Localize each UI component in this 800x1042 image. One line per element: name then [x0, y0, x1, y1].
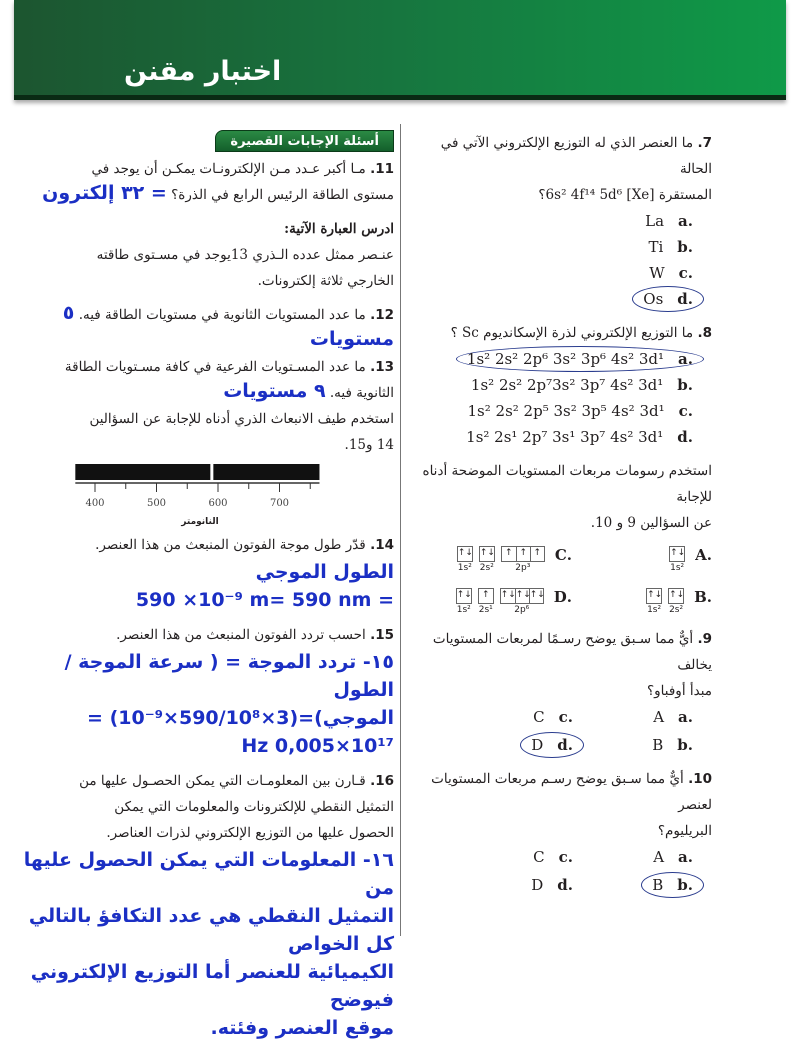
orbital-group	[456, 588, 544, 616]
orbital-box: ↑	[530, 547, 544, 561]
option-a[interactable]	[634, 208, 704, 234]
orbital-diagram-c	[410, 546, 572, 574]
left-column	[6, 130, 394, 1042]
option-d[interactable]	[520, 732, 584, 758]
orbital-box: ↑↓	[500, 590, 516, 600]
option-label: .b	[677, 736, 693, 754]
answer-14-value: 590 ×10⁻⁹ m= 590 nm =	[135, 589, 394, 611]
question-13-line2	[6, 380, 394, 406]
question-number: 14.	[370, 537, 394, 553]
option-value: W	[649, 264, 665, 282]
question-16-line: الحصول عليها من التوزيع الإلكتروني لذرات العناصر.	[106, 825, 394, 841]
spectrum-intro: استخدم طيف الانبعاث الذري أدناه للإجابة عن السؤالين	[89, 411, 394, 427]
question-text: مستوى الطاقة الرئيس الرابع في الذرة؟	[171, 187, 394, 203]
orbital-box: ↑↓	[529, 589, 543, 603]
orbital-label: 2p³	[515, 563, 531, 573]
option-value: 1s² 2s² 2p⁶ 3s² 3p⁶ 4s² 3d¹	[466, 350, 665, 368]
orbital-group	[457, 546, 545, 574]
question-9	[410, 626, 712, 678]
option-a[interactable]	[642, 704, 704, 730]
question-number: 10.	[688, 771, 712, 787]
option-label: .d	[677, 428, 693, 446]
orbital-box: ↑↓	[669, 590, 685, 600]
spectrum-band	[75, 464, 319, 480]
question-text: مـا أكبر عـدد مـن الإلكترونـات يمكـن أن يوجد في	[91, 161, 366, 177]
option-label: .a	[678, 848, 693, 866]
option-c[interactable]	[522, 844, 584, 870]
answer-14-label: الطول الموجي	[255, 561, 394, 583]
orbital-box: ↑↓	[670, 548, 686, 558]
orbital-box: ↑↓	[479, 548, 495, 558]
orbital-box: ↑	[516, 547, 530, 561]
question-8-options	[410, 346, 712, 450]
question-10-line2: البريليوم؟	[657, 823, 712, 839]
option-label: .b	[677, 238, 693, 256]
answer-16-line: الكيميائية للعنصر أما التوزيع الإلكتروني فيوضح	[30, 961, 394, 1011]
orbital-box: ↑	[505, 548, 513, 558]
orbital-label: 1s²	[670, 563, 685, 573]
answer-12: ٥ مستويات	[62, 302, 394, 350]
option-b[interactable]	[641, 732, 704, 758]
option-label: .c	[678, 402, 693, 420]
answer-15-line1: ١٥- تردد الموجة = ( سرعة الموجة / الطول	[64, 651, 394, 701]
answer-15-line2	[6, 704, 394, 732]
option-label: .c	[558, 848, 573, 866]
option-value: 1s² 2s¹ 2p⁷ 3s¹ 3p⁷ 4s² 3d¹	[466, 428, 664, 446]
question-number: 12.	[370, 307, 394, 323]
option-value: B	[652, 876, 664, 894]
question-text: ما عدد المسـتويات الفرعية في كافة مسـتويات الطاقة	[64, 359, 366, 375]
right-column	[410, 130, 712, 898]
answer-15-line3	[6, 732, 394, 760]
column-divider	[400, 124, 401, 936]
option-label: .c	[678, 264, 693, 282]
answer-14	[6, 558, 394, 614]
option-label: .b	[677, 876, 693, 894]
option-value: Os	[643, 290, 664, 308]
emission-line	[210, 464, 213, 480]
option-value: A	[653, 848, 665, 866]
question-text: ما التوزيع الإلكتروني لذرة الإسكانديوم Sc ؟	[450, 325, 694, 341]
answer-16-line: ١٦- المعلومات التي يمكن الحصول عليها من	[23, 849, 394, 899]
question-number: 8.	[697, 325, 712, 341]
question-number: 16.	[370, 773, 394, 789]
diagram-label: .C	[554, 546, 572, 564]
emission-spectrum	[60, 462, 340, 512]
option-b[interactable]	[641, 872, 704, 898]
spectrum-tick-label: 700	[269, 498, 290, 509]
spectrum-tick-label: 500	[146, 498, 167, 509]
option-label: .b	[677, 376, 693, 394]
option-label: .d	[677, 290, 693, 308]
option-label: .a	[678, 212, 693, 230]
question-text: أيٌّ مما سـبق يوضح رسـمًا لمربعات المستويات يخالف	[432, 631, 712, 673]
diagram-intro: استخدم رسومات مربعات المستويات الموضحة أدناه للإجابة	[422, 463, 712, 505]
option-value: D	[531, 736, 544, 754]
question-12	[6, 302, 394, 354]
option-b[interactable]	[637, 234, 704, 260]
question-14	[6, 532, 394, 558]
orbital-label: 2p⁶	[514, 605, 530, 615]
option-value: C	[533, 848, 545, 866]
option-label: .a	[678, 708, 693, 726]
option-value: 1s² 2s² 2p⁷3s² 3p⁷ 4s² 3d¹	[470, 376, 664, 394]
question-8	[410, 320, 712, 346]
question-7-line2: المستقرة [Xe] 6s² 4f¹⁴ 5d⁶؟	[538, 187, 712, 203]
question-16	[6, 768, 394, 794]
orbital-diagrams	[410, 546, 712, 616]
orbital-box: ↑↓	[515, 589, 529, 603]
option-label: .d	[557, 736, 573, 754]
question-text: قـارن بين المعلومـات التي يمكن الحصـول عليها من	[79, 773, 366, 789]
answer-15-result: Hz 0,005×10¹⁷	[241, 735, 394, 757]
question-13	[6, 354, 394, 380]
question-number: 15.	[370, 627, 394, 643]
question-10-options	[410, 844, 712, 898]
option-value: 1s² 2s² 2p⁵ 3s² 3p⁵ 4s² 3d¹	[467, 402, 665, 420]
option-a[interactable]	[642, 844, 704, 870]
question-9-options	[410, 704, 712, 758]
option-c[interactable]	[457, 398, 704, 424]
orbital-label: 1s²	[456, 605, 471, 615]
section-title: أسئلة الإجابات القصيرة	[215, 130, 394, 152]
orbital-box: ↑	[481, 590, 490, 600]
orbital-diagram-d	[410, 588, 572, 616]
question-number: 11.	[370, 161, 394, 177]
orbital-box: ↑↓	[647, 590, 663, 600]
question-7	[410, 130, 712, 182]
question-16-line: التمثيل النقطي للإلكترونات والمعلومات التي يمكن	[114, 799, 394, 815]
spectrum-figure	[6, 462, 394, 528]
option-label: .c	[558, 708, 573, 726]
option-value: B	[652, 736, 664, 754]
study-title: ادرس العبارة الآتية:	[284, 221, 394, 237]
option-c[interactable]	[638, 260, 704, 286]
question-7-options	[410, 208, 712, 312]
question-number: 13.	[370, 359, 394, 375]
option-label: .a	[678, 350, 693, 368]
answer-13: ٩ مستويات	[223, 380, 326, 402]
diagram-label: .A	[695, 546, 712, 564]
spectrum-intro: 14 و15.	[344, 437, 394, 453]
diagram-intro: عن السؤالين 9 و 10.	[590, 515, 712, 531]
orbital-group	[646, 588, 684, 616]
option-value: D	[531, 876, 544, 894]
orbital-diagram-b	[572, 588, 712, 616]
question-15	[6, 622, 394, 648]
option-value: C	[533, 708, 545, 726]
statement-line: عنـصر ممثل عدده الـذري 13يوجد في مسـتوى طاقته	[96, 247, 394, 263]
option-b[interactable]	[460, 372, 704, 398]
orbital-label: 1s²	[647, 605, 662, 615]
question-text: ما العنصر الذي له التوزيع الإلكتروني الآتي في الحالة	[440, 135, 712, 177]
question-10	[410, 766, 712, 818]
question-11-line2	[6, 182, 394, 208]
orbital-box: ↑↓	[456, 590, 472, 600]
answer-16-line: موقع العنصر وفئته.	[210, 1017, 394, 1039]
orbital-label: 1s²	[457, 563, 472, 573]
page-title: اختبار مقنن	[124, 56, 282, 87]
diagram-label: .B	[694, 588, 712, 606]
answer-11: = ٣٢ إلكترون	[42, 182, 167, 204]
orbital-label: 2s¹	[478, 605, 493, 615]
spectrum-tick-label: 600	[208, 498, 228, 509]
answer-15-formula: = (10⁻⁹×590/10⁸×3)=	[87, 707, 315, 729]
answer-16-line: التمثيل النقطي هي عدد التكافؤ بالتالي كل الخواص	[28, 905, 394, 955]
question-text: ما عدد المستويات الثانوية في مستويات الطاقة فيه.	[78, 307, 366, 323]
question-9-line2: مبدأ أوفباو؟	[646, 683, 712, 699]
option-d[interactable]	[455, 424, 704, 450]
question-text: احسب تردد الفوتون المنبعث من هذا العنصر.	[116, 627, 366, 643]
option-d[interactable]	[520, 872, 584, 898]
spectrum-tick-label: 400	[85, 498, 105, 509]
statement-line: الخارجي ثلاثة إلكترونات.	[257, 273, 394, 289]
option-d[interactable]	[632, 286, 704, 312]
orbital-label: 2s²	[669, 605, 684, 615]
orbital-diagram-a	[572, 546, 712, 574]
orbital-label: 2s²	[479, 563, 494, 573]
option-value: Ti	[648, 238, 664, 256]
orbital-group	[669, 546, 685, 574]
question-text: الثانوية فيه.	[329, 385, 394, 401]
question-text: قدّر طول موجة الفوتون المنبعث من هذا العنصر.	[95, 537, 366, 553]
option-label: .d	[557, 876, 573, 894]
option-a[interactable]	[456, 346, 704, 372]
question-text: أيٌّ مما سـبق يوضح رسـم مربعات المستويات لعنصر	[431, 771, 712, 813]
spectrum-unit-label: النانومتر	[181, 517, 219, 527]
option-value: A	[653, 708, 665, 726]
option-c[interactable]	[522, 704, 584, 730]
answer-15-label: الموجي)	[314, 707, 394, 729]
option-value: La	[645, 212, 665, 230]
diagram-label: .D	[553, 588, 572, 606]
header-banner	[14, 0, 786, 100]
question-11	[6, 156, 394, 182]
orbital-box: ↑↓	[457, 548, 473, 558]
question-number: 7.	[697, 135, 712, 151]
question-number: 9.	[697, 631, 712, 647]
